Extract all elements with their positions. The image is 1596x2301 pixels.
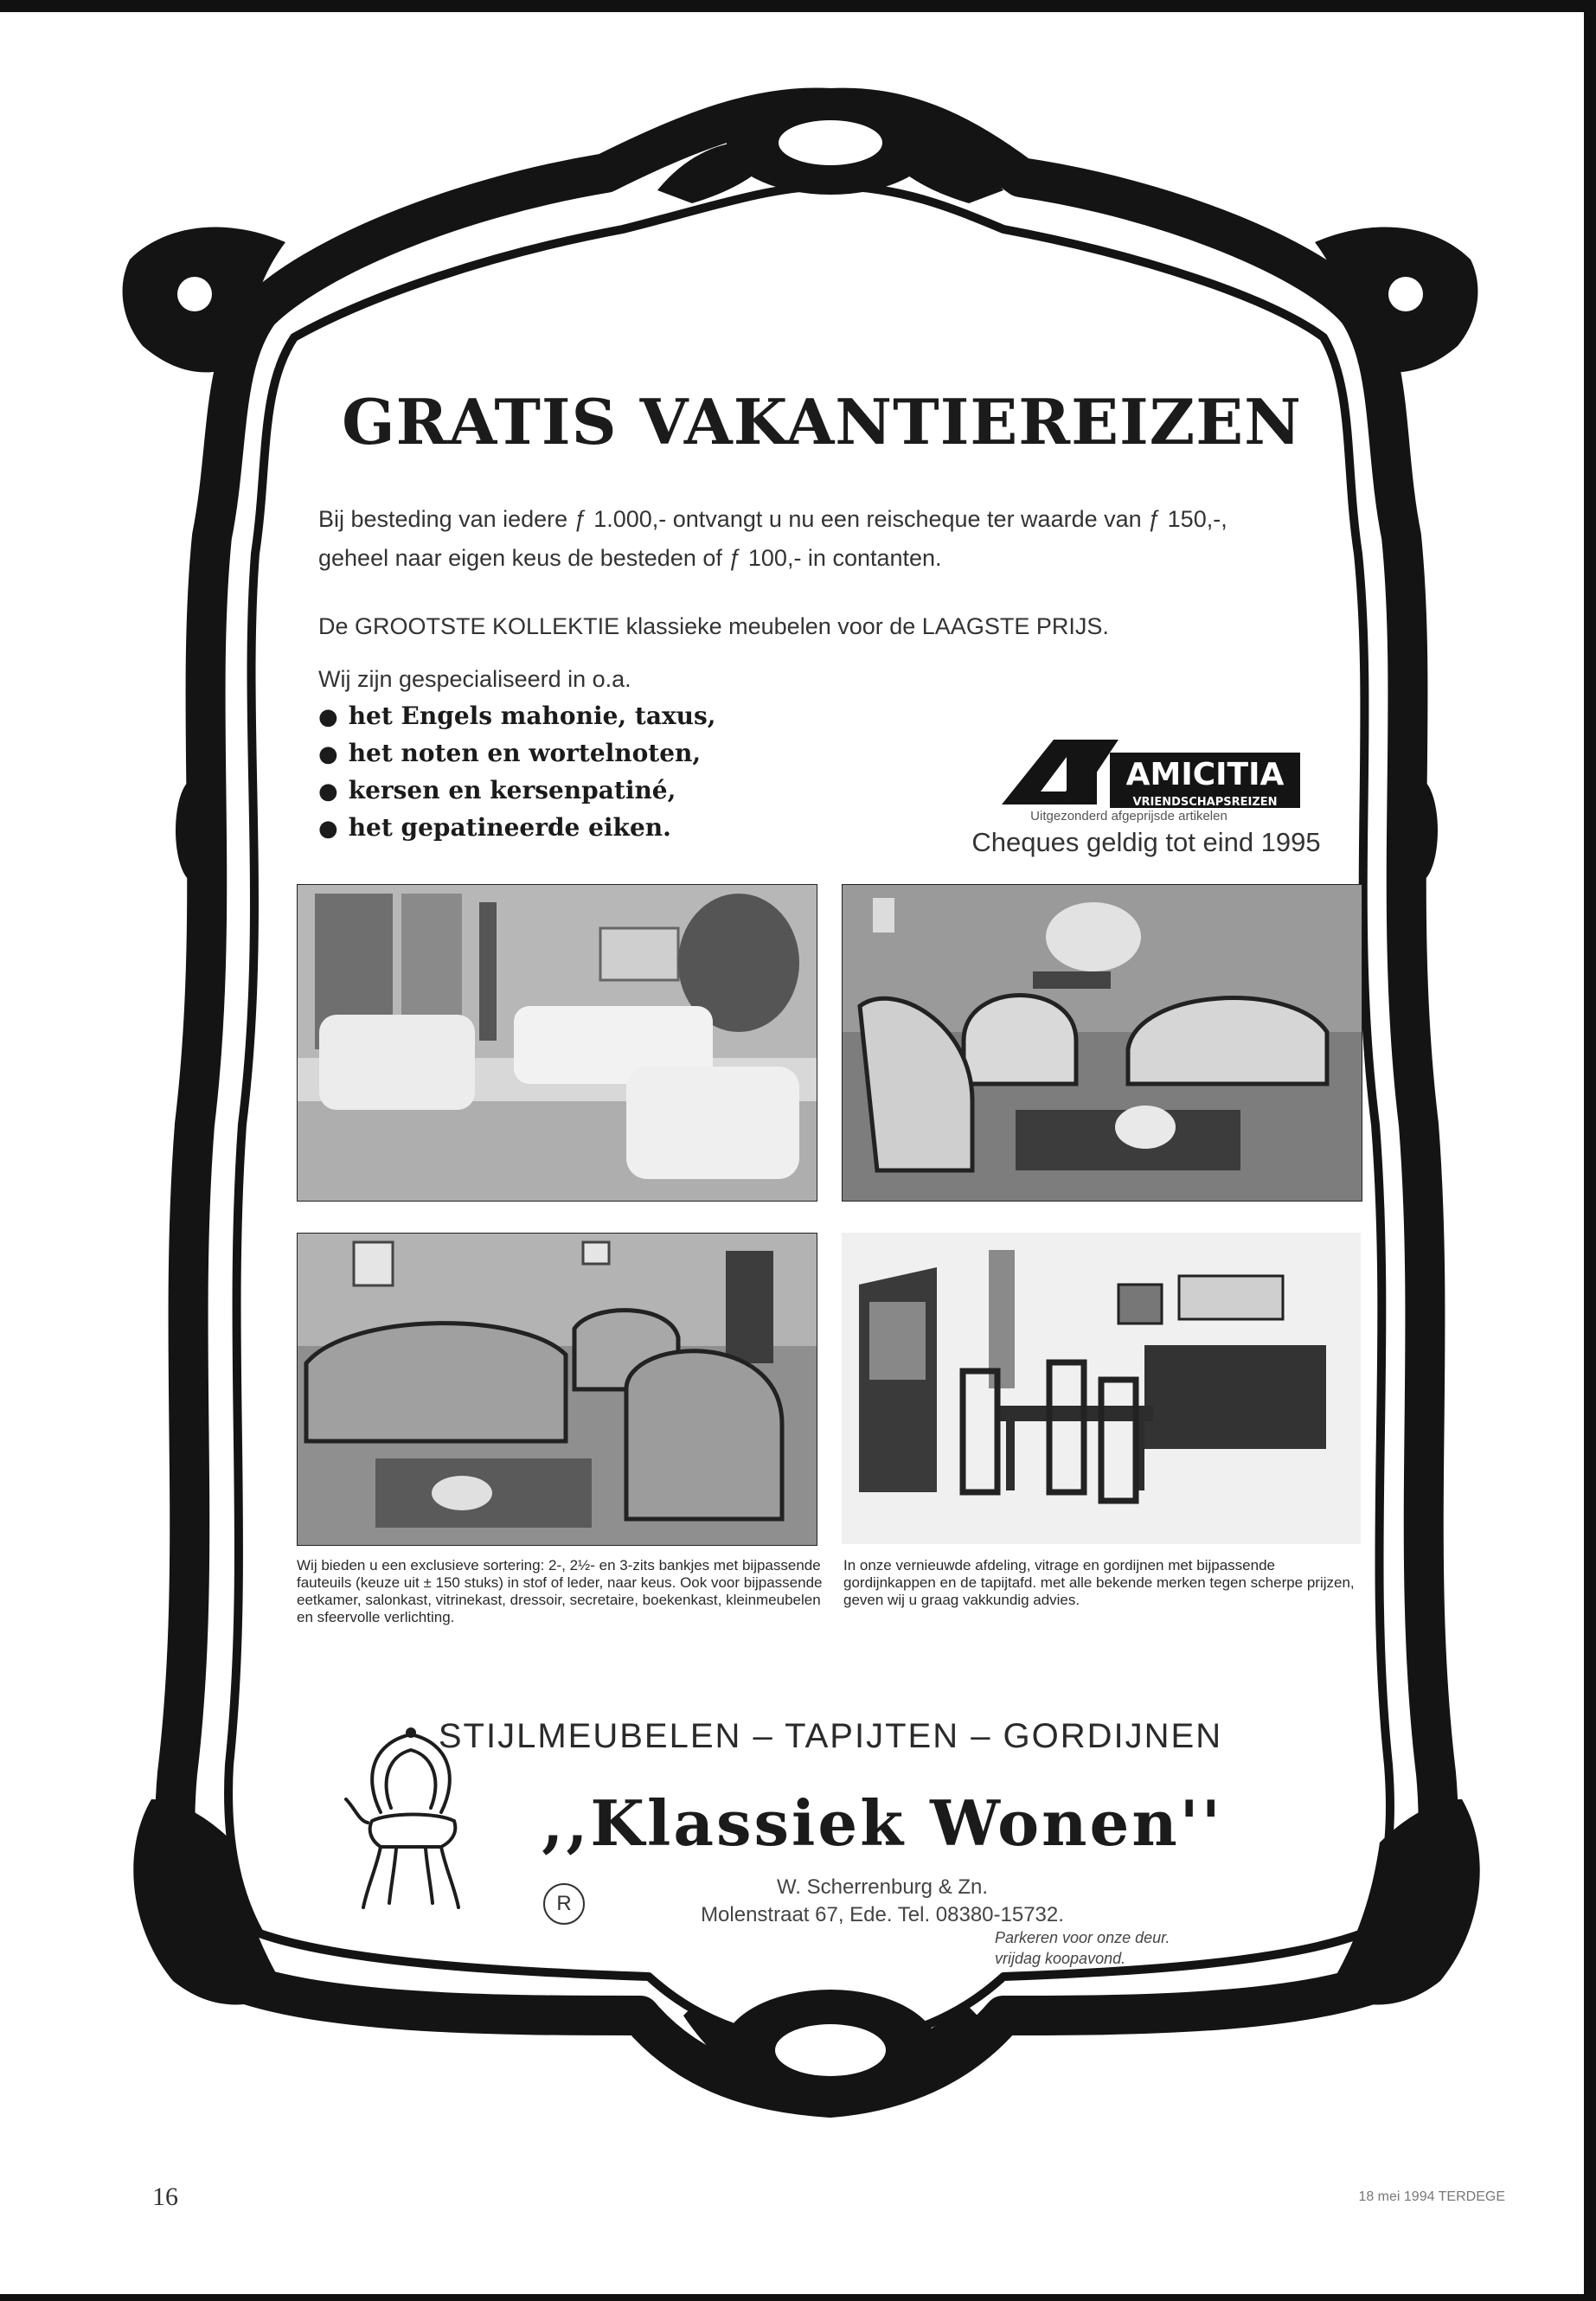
intro-text [318,500,1279,676]
specialties-block [318,666,924,847]
cheques-validity: Cheques geldig tot eind 1995 [971,827,1321,857]
page-number: 16 [152,2182,178,2211]
specialty-item: ● het Engels mahonie, taxus, [318,698,924,735]
headline: GRATIS VAKANTIEREIZEN [342,385,1302,458]
photo-baroque-sofa-set [842,884,1362,1202]
tagline: STIJLMEUBELEN – TAPIJTEN – GORDIJNEN [438,1717,1223,1755]
intro-collection: De GROOTSTE KOLLEKTIE klassieke meubelen voor de LAAGSTE PRIJS. [318,613,1109,639]
specialties-lead: Wij zijn gespecialiseerd in o.a. [318,666,631,692]
parking-note [995,1927,1289,1969]
photo-light-sofas [297,884,817,1202]
logo-small-print: Uitgezonderd afgeprijsde artikelen [1030,809,1227,824]
specialty-item: ● het noten en wortelnoten, [318,735,924,772]
logo-name: AMICITIA [1125,757,1285,792]
opening-hours-line: vrijdag koopavond. [995,1950,1126,1967]
caption-curtains: In onze vernieuwde afdeling, vitrage en gordijnen met bijpassende gordijnkappen en de tapijtafd. met alle bekende merken tegen scherpe prijzen, geven wij u graag vakkundig advies. [843,1557,1355,1608]
brand-name: ,,Klassiek Wonen'' [542,1786,1223,1860]
photo-velvet-sofa-set [297,1233,817,1546]
issue-footer: 18 mei 1994 TERDEGE [1358,2189,1505,2204]
parking-line: Parkeren voor onze deur. [995,1929,1170,1946]
registered-mark: R [543,1883,585,1925]
specialty-item: ● het gepatineerde eiken. [318,810,924,847]
store-address: Molenstraat 67, Ede. Tel. 08380-15732. [701,1903,1064,1926]
caption-assortment: Wij bieden u een exclusieve sortering: 2-, 2½- en 3-zits bankjes met bijpassende fauteuils (keuze uit ± 150 stuks) in stof of leder, naar keus. Ook voor bijpassende eetkamer, salonkast, vitrinekast, dressoir, secretaire, boekenkast, kleinmeubelen en sfeervolle verlichting. [297,1557,823,1625]
owner-name: W. Scherrenburg & Zn. [776,1875,989,1899]
photo-dining-room [842,1233,1361,1544]
specialties-list [318,698,924,847]
specialty-item: ● kersen en kersenpatiné, [318,772,924,810]
logo-subtitle: VRIENDSCHAPSREIZEN [1132,796,1278,809]
intro-offer: Bij besteding van iedere ƒ 1.000,- ontvangt u nu een reischeque ter waarde van ƒ 150,-, geheel naar eigen keus de besteden of ƒ 100,- in contanten. [318,506,1227,571]
